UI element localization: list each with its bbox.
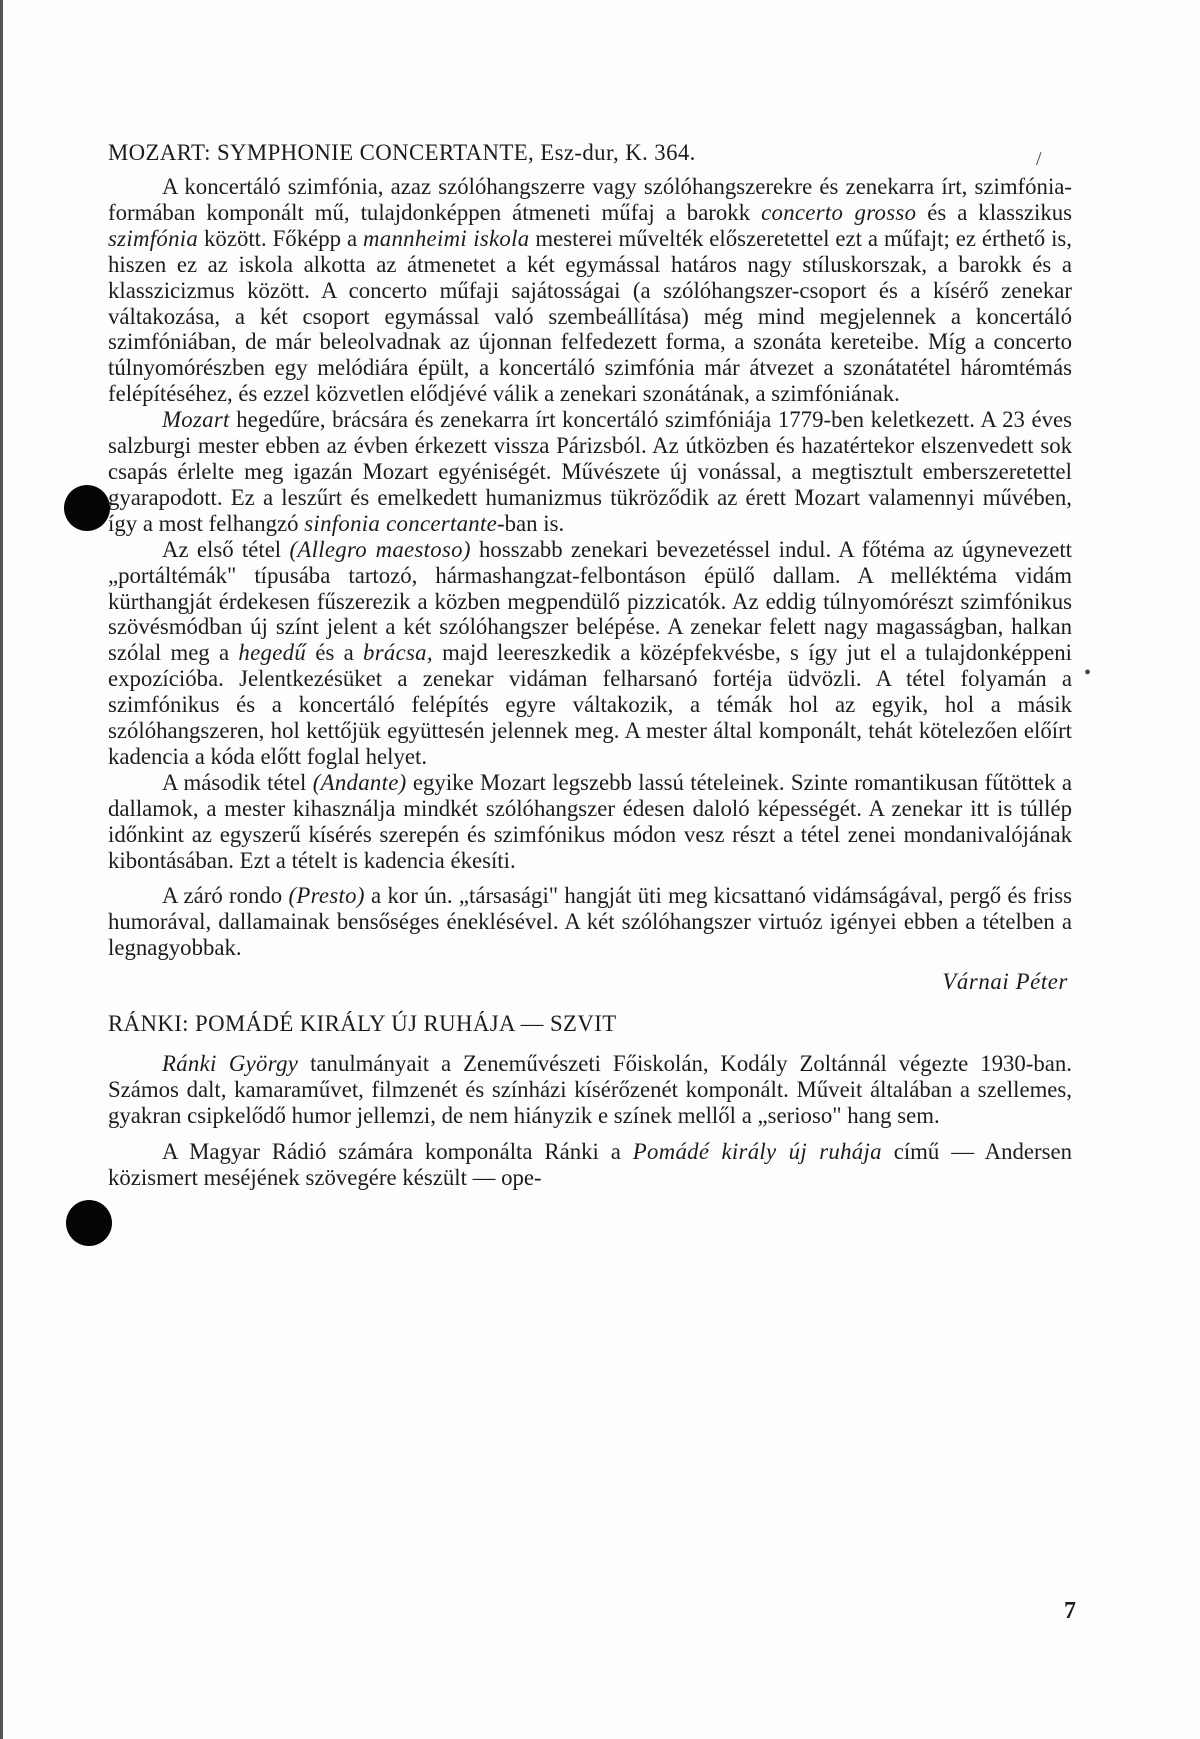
- text-run: mesterei művelték előszeretettel ezt a műfajt; ez érthető is, hiszen ez az iskola alkotta az átmenetet a két egymással határos nagy stíluskorszak, a barokk és a klasszicizmus között. A concerto műfaji sajátosságai (a szólóhangszer-csoport és a kísérő zenekar váltakozása, a két csoport egymással való szembeállítása) még mind megjelennek a koncertáló szimfóniában, de már beleolvadnak az újonnan felfedezett forma, a szonáta kereteibe. Míg a concerto túlnyomórészben egy melódiára épült, a koncertáló szimfónia már átvezet a szonátatétel háromtémás felépítéséhez, és ezzel közvetlen elődjévé válik a zenekari szonátának, a szimfóniának.: [108, 225, 1072, 407]
- text-run: Az első tétel: [162, 536, 290, 562]
- paragraph-first-movement: [108, 537, 1072, 770]
- text-run: a kor ún. „társasági" hangját üti meg kicsattanó vidámságával, pergő és friss humorával, dallamainak bensőséges éneklésével. A két szólóhangszer virtuóz igényei ebben a tételben a legnagyobbak.: [108, 883, 1072, 961]
- page-number: 7: [1064, 1598, 1076, 1624]
- section-heading-ranki: RÁNKI: POMÁDÉ KIRÁLY ÚJ RUHÁJA — SZVIT: [108, 1011, 617, 1037]
- punch-hole: [66, 1200, 112, 1246]
- paragraph-ranki-work: [108, 1139, 1072, 1191]
- stray-mark: /: [1036, 148, 1042, 170]
- text-run: között. Főképp a: [198, 225, 363, 251]
- text-run: A koncertáló szimfónia, azaz szólóhangszerre vagy szólóhangszerekre és zenekarra írt, szimfónia-formában komponált mű, tulajdonképpen átmeneti műfaj a barokk: [108, 174, 1072, 225]
- text-run: hegedűre, brácsára és zenekarra írt koncertáló szimfóniája 1779-ben keletkezett. A 23 éves salzburgi mester ebben az évben érkezett vissza Párizsból. Az útközben és hazatértekor elszenvedett sok csapás érlelte meg igazán Mozart egyéniségét. Művészete új vonással, a megtisztult emberszeretettel gyarapodott. Ez a leszűrt és emelkedett humanizmus tükröződik az érett Mozart valamennyi művében, így a most felhangzó: [108, 407, 1072, 536]
- paragraph-ranki-bio: [108, 1051, 1072, 1129]
- scan-edge: [0, 0, 3, 1739]
- text-run: című — Andersen közismert meséjének szövegére készült — ope-: [108, 1138, 1073, 1190]
- punch-hole: [64, 485, 110, 531]
- italic-term: brácsa,: [363, 640, 433, 666]
- italic-term: concerto grosso: [761, 199, 917, 225]
- text-run: A Magyar Rádió számára komponálta Ránki a: [162, 1138, 633, 1164]
- paragraph-history: [108, 407, 1072, 537]
- italic-tempo: (Presto): [288, 883, 365, 909]
- text-run: egyike Mozart legszebb lassú tételeinek. Szinte romantikusan fűtöttek a dallamok, a mester kihasználja mindkét szólóhangszer édesen daloló képességét. A zenekar itt is túllép időnkint az egyszerű kísérés szerepén és szimfónikus módon vesz részt a tétel zenei mondanivalójának kibontásában. Ezt a tételt is kadencia ékesíti.: [108, 769, 1072, 873]
- text-run: hosszabb zenekari bevezetéssel indul. A főtéma az úgynevezett „portáltémák" típusába tartozó, hármashangzat-felbontáson épülő dallam. A melléktéma vidám kürthangját érdekesen fűszerezik a közben megpendülő pizzicatók. Az eddig túlnyomórészt szimfónikus szövésmódban új színt jelent a két szólóhangszer belépése. A zenekar felett nagy magasságban, halkan szólal meg a: [108, 536, 1073, 666]
- text-run: és a klasszikus: [916, 199, 1073, 225]
- italic-term: szimfónia: [108, 225, 199, 251]
- text-run: és a: [306, 640, 364, 666]
- text-run: tanulmányait a Zeneművészeti Főiskolán, Kodály Zoltánnál végezte 1930-ban. Számos dalt, kamaraművet, filmzenét és színházi kísérőzenét komponált. Műveit általában a szellemes, gyakran csipkelődő humor jellemzi, de nem hiányzik e színek mellől a „serioso" hang sem.: [108, 1051, 1072, 1128]
- text-run: majd leereszkedik a középfekvésbe, s így jut el a tulajdonképpeni expozícióba. Jelentkezésüket a zenekar vidáman felharsanó fortéja üdvözli. A tétel folyamán a szimfónikus és a koncertáló felépítés egyre váltakozik, a témák hol az egyik, hol a másik szólóhangszeren, hol kettőjük együttesén jelennek meg. A mester által komponált, tehát kötelezően előírt kadencia a kóda előtt foglal helyet.: [108, 640, 1072, 769]
- section-heading-mozart: MOZART: SYMPHONIE CONCERTANTE, Esz-dur, K. 364.: [108, 140, 696, 165]
- paragraph-second-movement: [108, 770, 1072, 874]
- italic-title: Pomádé király új ruhája: [632, 1138, 882, 1164]
- page-body: [108, 140, 1072, 1191]
- italic-term: sinfonia concertante: [304, 510, 498, 536]
- paragraph-intro: [108, 174, 1072, 407]
- stray-mark: •: [1084, 662, 1092, 684]
- italic-name: Mozart: [162, 407, 230, 433]
- text-run: -ban is.: [497, 510, 565, 536]
- italic-name: Ránki György: [162, 1051, 299, 1077]
- author-signature: Várnai Péter: [942, 969, 1068, 995]
- paragraph-third-movement: [108, 883, 1072, 961]
- italic-tempo: (Andante): [312, 769, 407, 795]
- text-run: A záró rondo: [162, 883, 289, 909]
- italic-tempo: (Allegro maestoso): [289, 536, 471, 562]
- italic-term: mannheimi iskola: [362, 225, 530, 251]
- text-run: A második tétel: [162, 769, 313, 795]
- italic-term: hegedű: [238, 640, 307, 666]
